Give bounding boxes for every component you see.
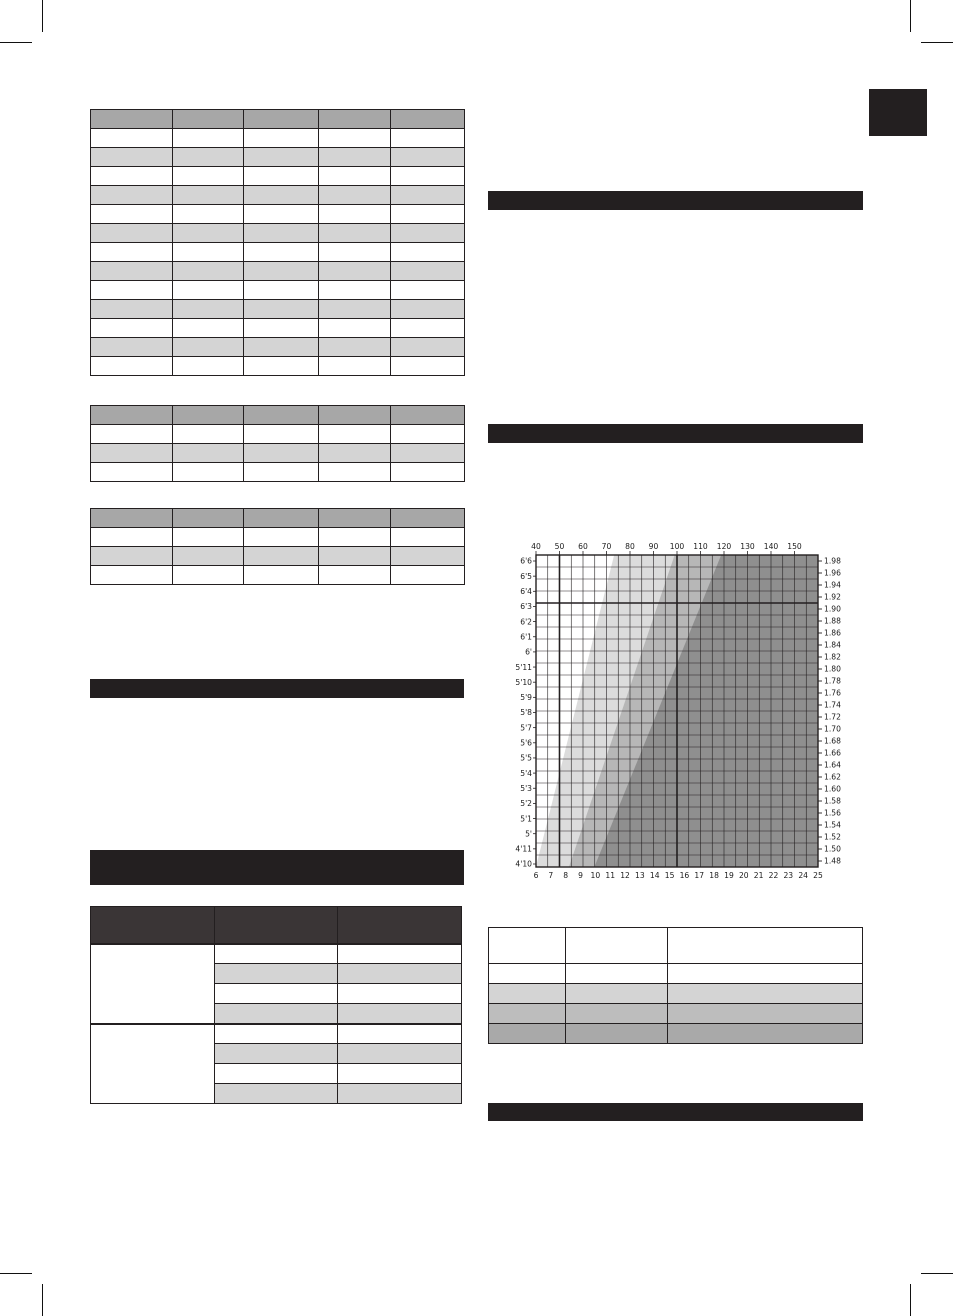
left-axis-tick-label: 5'9 <box>520 693 532 703</box>
table-cell <box>668 928 863 964</box>
table-row <box>91 463 465 482</box>
table-cell <box>489 1024 566 1044</box>
table-header-cell <box>338 907 462 944</box>
table-cell <box>173 110 244 129</box>
left-axis-tick-label: 5' <box>525 829 532 839</box>
crop-mark <box>0 42 32 43</box>
table-row <box>91 319 465 338</box>
table-cell <box>91 319 173 338</box>
table-cell <box>244 224 319 243</box>
right-axis-tick-label: 1.70 <box>824 724 841 734</box>
left-axis-tick-label: 5'3 <box>520 783 532 793</box>
bottom-axis-tick-label: 18 <box>709 871 719 880</box>
bottom-axis-tick-label: 24 <box>798 871 808 880</box>
table-cell <box>391 463 465 482</box>
table-cell <box>91 281 173 300</box>
table-header-row <box>91 110 465 129</box>
table-cell <box>244 148 319 167</box>
table-cell <box>391 243 465 262</box>
table-cell <box>244 262 319 281</box>
table-cell <box>173 281 244 300</box>
table-cell <box>391 406 465 425</box>
table-cell <box>244 319 319 338</box>
table-cell <box>91 528 173 547</box>
table-cell <box>244 110 319 129</box>
bottom-axis-tick-label: 7 <box>548 871 554 880</box>
table-cell <box>391 262 465 281</box>
table-cell <box>244 300 319 319</box>
table-cell <box>91 357 173 376</box>
right-axis-tick-label: 1.82 <box>824 652 841 662</box>
table-cell <box>566 984 668 1004</box>
bottom-axis-tick-label: 25 <box>813 871 823 880</box>
table-cell <box>391 129 465 148</box>
table-cell <box>173 243 244 262</box>
top-axis-tick-label: 80 <box>625 542 635 551</box>
right-axis-tick-label: 1.68 <box>824 736 841 746</box>
table-cell <box>391 300 465 319</box>
table-cell <box>489 984 566 1004</box>
table-row <box>489 984 863 1004</box>
table-cell <box>91 129 173 148</box>
table-cell <box>391 186 465 205</box>
right-axis-tick-label: 1.52 <box>824 832 841 842</box>
table-cell <box>91 186 173 205</box>
right-axis-tick-label: 1.60 <box>824 784 841 794</box>
table-cell <box>319 319 391 338</box>
crop-mark <box>42 0 43 32</box>
table-cell <box>173 425 244 444</box>
table-cell <box>173 205 244 224</box>
left-axis-tick-label: 4'10 <box>515 859 532 869</box>
table-cell <box>338 1064 462 1084</box>
table-cell <box>173 186 244 205</box>
table-cell <box>244 129 319 148</box>
table-cell <box>319 338 391 357</box>
table-row <box>91 528 465 547</box>
table-cell <box>319 110 391 129</box>
bottom-axis-tick-label: 23 <box>783 871 794 880</box>
bottom-axis-tick-label: 20 <box>738 871 749 880</box>
table-cell <box>319 357 391 376</box>
left-axis-tick-label: 6'3 <box>520 602 532 612</box>
table-cell <box>91 300 173 319</box>
table-cell <box>391 444 465 463</box>
table-row <box>91 281 465 300</box>
table-cell <box>391 205 465 224</box>
right-axis-tick-label: 1.58 <box>824 796 841 806</box>
section-heading-bar <box>488 191 863 210</box>
table-1 <box>90 109 465 376</box>
table-cell <box>319 205 391 224</box>
right-axis-tick-label: 1.62 <box>824 772 841 782</box>
top-axis-tick-label: 70 <box>601 542 612 551</box>
bottom-axis-tick-label: 22 <box>768 871 779 880</box>
right-axis-tick-label: 1.84 <box>824 640 841 650</box>
right-axis-tick-label: 1.80 <box>824 664 841 674</box>
left-axis-tick-label: 5'1 <box>520 814 532 824</box>
table-cell <box>391 110 465 129</box>
table-cell <box>391 547 465 566</box>
table-cell <box>391 167 465 186</box>
right-axis-tick-label: 1.66 <box>824 748 841 758</box>
left-axis-tick-label: 5'8 <box>520 708 532 718</box>
table-cell <box>91 338 173 357</box>
table-cell <box>91 463 173 482</box>
right-axis-tick-label: 1.48 <box>824 856 841 866</box>
table-cell <box>338 964 462 984</box>
table-cell <box>91 566 173 585</box>
table-cell <box>215 964 338 984</box>
table-cell <box>391 148 465 167</box>
right-axis-tick-label: 1.54 <box>824 820 841 830</box>
right-axis-tick-label: 1.90 <box>824 604 841 614</box>
section-heading-bar <box>488 424 863 443</box>
table-cell <box>173 167 244 186</box>
table-cell <box>319 463 391 482</box>
top-axis-tick-label: 150 <box>787 542 802 551</box>
table-cell <box>391 528 465 547</box>
table-header-row <box>489 928 863 964</box>
table-cell <box>338 1004 462 1024</box>
table-cell <box>173 566 244 585</box>
table-cell <box>244 167 319 186</box>
table-cell <box>319 129 391 148</box>
table-cell <box>215 1064 338 1084</box>
table-cell <box>489 928 566 964</box>
table-cell <box>319 262 391 281</box>
table-row <box>91 243 465 262</box>
group-cell <box>91 944 215 1024</box>
top-axis-tick-label: 90 <box>648 542 659 551</box>
table-row <box>91 566 465 585</box>
left-axis-tick-label: 5'7 <box>520 723 532 733</box>
table-cell <box>91 110 173 129</box>
table-row <box>91 944 462 964</box>
table-cell <box>668 1024 863 1044</box>
table-cell <box>173 357 244 376</box>
right-axis-tick-label: 1.72 <box>824 712 841 722</box>
bottom-axis-tick-label: 12 <box>620 871 630 880</box>
left-axis-tick-label: 5'2 <box>520 799 532 809</box>
left-axis-tick-label: 6'1 <box>520 632 532 642</box>
table-cell <box>319 547 391 566</box>
table-header-row <box>91 406 465 425</box>
table-cell <box>173 509 244 528</box>
left-axis-tick-label: 6'2 <box>520 617 532 627</box>
table-cell <box>319 444 391 463</box>
right-axis-tick-label: 1.76 <box>824 688 841 698</box>
table-row <box>489 964 863 984</box>
table-cell <box>215 1044 338 1064</box>
table-cell <box>566 964 668 984</box>
table-row <box>91 300 465 319</box>
table-cell <box>244 547 319 566</box>
table-cell <box>244 406 319 425</box>
table-cell <box>244 509 319 528</box>
section-heading-block <box>90 850 464 885</box>
top-axis-tick-label: 110 <box>693 542 708 551</box>
table-header-row <box>91 509 465 528</box>
left-axis-tick-label: 6'6 <box>520 556 532 566</box>
left-axis-tick-label: 6'4 <box>520 587 532 596</box>
mode-table <box>90 906 462 1104</box>
table-cell <box>215 1024 338 1044</box>
left-axis-tick-label: 5'11 <box>515 662 532 672</box>
bottom-axis-tick-label: 11 <box>605 871 616 880</box>
bottom-axis-tick-label: 16 <box>679 871 690 880</box>
table-cell <box>173 463 244 482</box>
table-row <box>91 129 465 148</box>
table-cell <box>215 984 338 1004</box>
top-axis-tick-label: 60 <box>578 542 588 551</box>
table-cell <box>338 984 462 1004</box>
table-cell <box>319 224 391 243</box>
table-cell <box>391 566 465 585</box>
table-cell <box>173 319 244 338</box>
table-row <box>91 547 465 566</box>
table-cell <box>91 547 173 566</box>
table-cell <box>338 1084 462 1104</box>
table-cell <box>244 444 319 463</box>
right-axis-tick-label: 1.98 <box>824 556 841 566</box>
table-cell <box>91 224 173 243</box>
group-cell <box>91 1024 215 1104</box>
table-cell <box>319 281 391 300</box>
table-row <box>91 167 465 186</box>
bottom-axis-tick-label: 17 <box>694 871 705 880</box>
bottom-axis-tick-label: 10 <box>590 871 601 880</box>
table-cell <box>173 300 244 319</box>
table-cell <box>91 243 173 262</box>
left-axis-tick-label: 5'6 <box>520 738 532 748</box>
table-row <box>91 1024 462 1044</box>
bottom-axis-tick-label: 9 <box>578 871 583 880</box>
table-cell <box>391 509 465 528</box>
right-axis-tick-label: 1.50 <box>824 844 841 854</box>
table-cell <box>319 528 391 547</box>
table-cell <box>319 566 391 585</box>
top-axis-tick-label: 120 <box>716 542 732 551</box>
table-cell <box>566 928 668 964</box>
left-axis-tick-label: 4'11 <box>515 844 532 854</box>
top-axis-tick-label: 40 <box>531 542 541 551</box>
top-axis-tick-label: 130 <box>740 542 755 551</box>
table-cell <box>391 338 465 357</box>
left-axis-tick-label: 6' <box>525 647 532 657</box>
table-cell <box>173 528 244 547</box>
language-tab <box>869 89 927 136</box>
table-cell <box>173 547 244 566</box>
top-axis-tick-label: 100 <box>669 542 685 551</box>
table-cell <box>173 444 244 463</box>
table-cell <box>173 338 244 357</box>
table-cell <box>391 224 465 243</box>
table-cell <box>338 1044 462 1064</box>
table-row <box>91 357 465 376</box>
table-header-cell <box>215 907 338 944</box>
table-cell <box>244 186 319 205</box>
table-row <box>489 1004 863 1024</box>
table-cell <box>244 205 319 224</box>
table-cell <box>215 1084 338 1104</box>
bottom-axis-tick-label: 15 <box>664 871 675 880</box>
table-cell <box>244 357 319 376</box>
crop-mark <box>0 1273 32 1274</box>
table-cell <box>338 944 462 964</box>
bottom-axis-tick-label: 6 <box>533 871 539 880</box>
table-row <box>91 338 465 357</box>
table-cell <box>244 528 319 547</box>
table-cell <box>215 944 338 964</box>
table-cell <box>244 281 319 300</box>
bmi-chart <box>508 538 848 883</box>
table-cell <box>668 1004 863 1024</box>
table-cell <box>319 406 391 425</box>
left-axis-tick-label: 5'5 <box>520 753 532 763</box>
right-axis-tick-label: 1.94 <box>824 580 841 590</box>
right-axis-tick-label: 1.92 <box>824 592 841 602</box>
table-cell <box>91 509 173 528</box>
section-heading-bar <box>488 1103 863 1121</box>
crop-mark <box>910 0 911 32</box>
left-axis-tick-label: 6'5 <box>520 571 532 581</box>
table-cell <box>91 406 173 425</box>
bottom-axis-tick-label: 21 <box>753 871 764 880</box>
bottom-axis-tick-label: 8 <box>563 871 569 880</box>
left-axis-tick-label: 5'10 <box>515 677 532 687</box>
table-row <box>91 262 465 281</box>
bottom-axis-tick-label: 19 <box>724 871 734 880</box>
table-row <box>91 224 465 243</box>
table-cell <box>173 406 244 425</box>
table-cell <box>668 964 863 984</box>
table-cell <box>338 1024 462 1044</box>
table-cell <box>566 1024 668 1044</box>
table-row <box>91 186 465 205</box>
table-row <box>91 425 465 444</box>
table-cell <box>319 186 391 205</box>
table-cell <box>173 262 244 281</box>
bottom-axis-tick-label: 14 <box>649 871 660 880</box>
table-cell <box>91 167 173 186</box>
crop-mark <box>42 1284 43 1316</box>
table-cell <box>566 1004 668 1024</box>
table-cell <box>244 463 319 482</box>
table-row <box>91 148 465 167</box>
table-row <box>91 205 465 224</box>
right-axis-tick-label: 1.78 <box>824 676 841 686</box>
right-axis-tick-label: 1.86 <box>824 628 841 638</box>
table-cell <box>91 205 173 224</box>
table-cell <box>489 964 566 984</box>
table-cell <box>319 243 391 262</box>
table-row <box>91 444 465 463</box>
table-cell <box>244 566 319 585</box>
crop-mark <box>921 1273 953 1274</box>
crop-mark <box>921 42 953 43</box>
table-cell <box>319 509 391 528</box>
table-cell <box>319 148 391 167</box>
right-axis-tick-label: 1.88 <box>824 616 841 626</box>
table-cell <box>91 262 173 281</box>
crop-mark <box>910 1284 911 1316</box>
table-cell <box>319 425 391 444</box>
table-3 <box>90 508 465 585</box>
bottom-axis-tick-label: 13 <box>635 871 645 880</box>
top-axis-tick-label: 50 <box>554 542 565 551</box>
table-cell <box>91 444 173 463</box>
table-cell <box>173 148 244 167</box>
table-cell <box>91 425 173 444</box>
table-row <box>489 1024 863 1044</box>
table-cell <box>244 425 319 444</box>
right-axis-tick-label: 1.96 <box>824 568 841 578</box>
table-cell <box>319 300 391 319</box>
table-header-cell <box>91 907 215 944</box>
table-cell <box>391 357 465 376</box>
table-cell <box>173 224 244 243</box>
table-cell <box>173 129 244 148</box>
table-2 <box>90 405 465 482</box>
right-axis-tick-label: 1.74 <box>824 700 841 710</box>
table-header-row <box>91 907 462 944</box>
section-heading-bar <box>90 679 464 698</box>
table-cell <box>215 1004 338 1024</box>
table-cell <box>244 243 319 262</box>
table-cell <box>489 1004 566 1024</box>
table-cell <box>91 148 173 167</box>
table-cell <box>244 338 319 357</box>
table-cell <box>319 167 391 186</box>
table-cell <box>668 984 863 1004</box>
table-cell <box>391 281 465 300</box>
left-axis-tick-label: 5'4 <box>520 768 532 778</box>
table-cell <box>391 425 465 444</box>
top-axis-tick-label: 140 <box>763 542 779 551</box>
table-cell <box>391 319 465 338</box>
right-axis-tick-label: 1.64 <box>824 760 841 770</box>
right-axis-tick-label: 1.56 <box>824 808 841 818</box>
bmi-category-table <box>488 927 863 1044</box>
